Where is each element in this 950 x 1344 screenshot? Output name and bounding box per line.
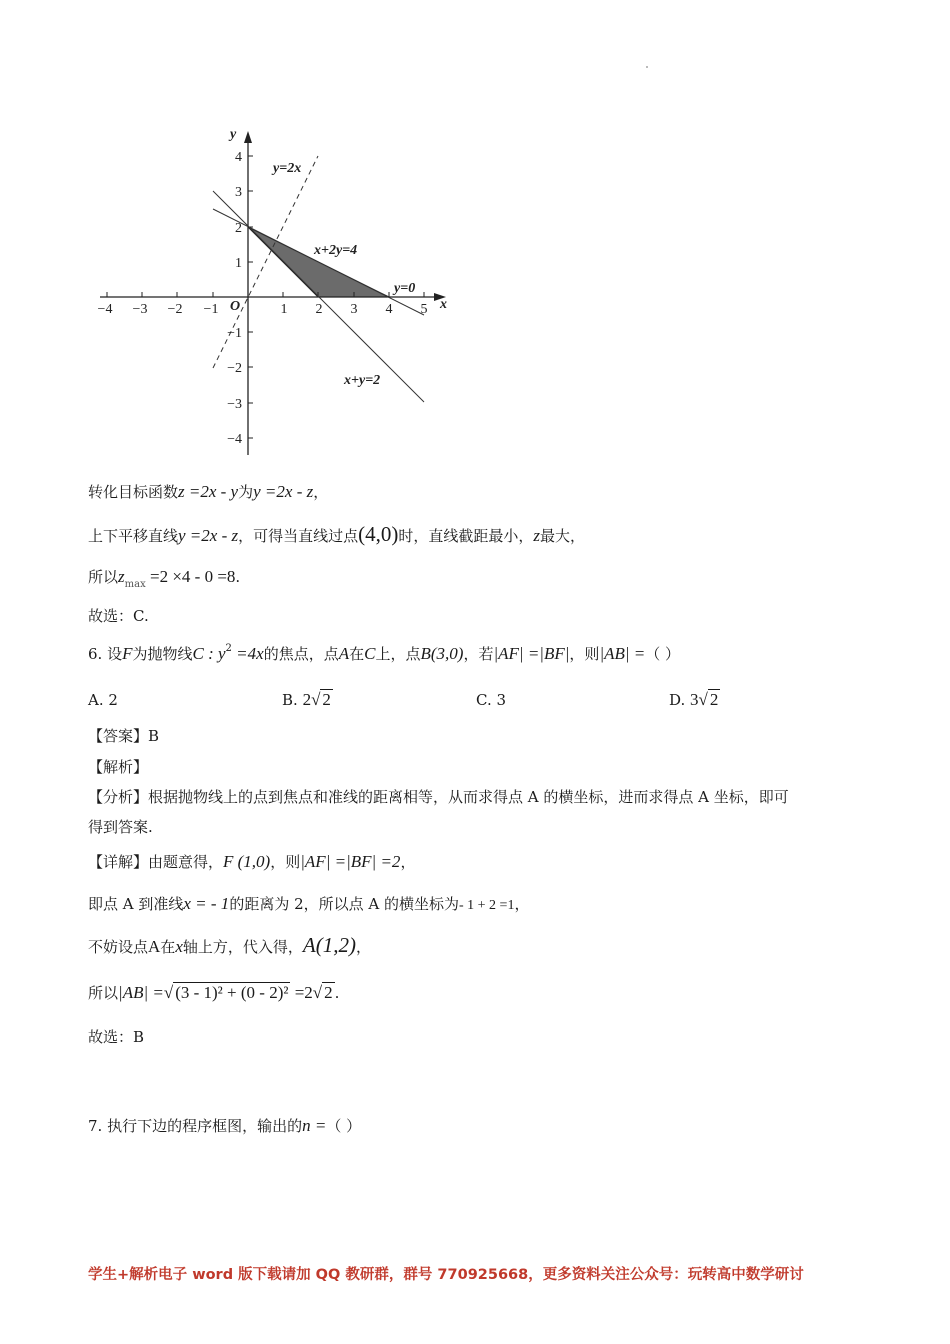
y-axis-label: y — [230, 127, 237, 142]
x-tick-label: 4 — [385, 302, 393, 317]
y-tick-label: −1 — [227, 326, 242, 341]
label-y-2x: y=2x — [273, 161, 302, 176]
y-tick-label: −2 — [227, 361, 242, 376]
text-line: 转化目标函数z =2x - y为y =2x - z， — [88, 482, 329, 501]
y-tick-label: 2 — [235, 221, 242, 236]
option-c: C. 3 — [476, 691, 507, 709]
y-tick-label: −4 — [227, 432, 242, 447]
y-tick-label: 1 — [235, 256, 242, 271]
detail-line: 不妨设点A在x轴上方，代入得，A(1,2)， — [88, 933, 371, 957]
answer-line: 【答案】B — [88, 727, 160, 745]
line-x-2y-4 — [213, 209, 424, 315]
question-7: 7. 执行下边的程序框图，输出的n =（ ） — [88, 1116, 362, 1135]
origin-label: O — [230, 299, 241, 314]
option-a: A. 2 — [88, 691, 118, 709]
y-tick-label: −3 — [227, 397, 242, 412]
label-y-0: y=0 — [394, 281, 416, 296]
question-6: 6. 设F为抛物线C : $y^2 =4x$的焦点，点A在C上，点B(3,0)，若|AF| =|BF|，则|AB| =（ ） — [88, 643, 681, 663]
label-x-2y-4: x+2y=4 — [314, 243, 358, 258]
x-tick-label: −1 — [203, 302, 219, 317]
analysis-heading: 【解析】 — [88, 758, 149, 776]
detail-line: 【详解】由题意得，F (1,0)，则|AF| =|BF| =2， — [88, 852, 416, 871]
x-axis-label: x — [440, 297, 447, 312]
x-tick-label: 3 — [350, 302, 358, 317]
detail-line: 即点 A 到准线x = - 1的距离为 2，所以点 A 的横坐标为- 1 + 2 =1， — [88, 894, 530, 913]
x-tick-label: −2 — [167, 302, 183, 317]
text-line: 故选：C. — [88, 607, 149, 625]
x-tick-label: −4 — [97, 302, 113, 317]
label-x-y-2: x+y=2 — [344, 373, 381, 388]
detail-line: 所以|AB| =√ (3 - 1)² + (0 - 2)² =2√ 2 . — [88, 983, 340, 1002]
option-b: B. 2√ 2 — [282, 690, 331, 709]
coordinate-graph — [0, 0, 950, 480]
analysis-line: 得到答案. — [88, 818, 153, 836]
y-tick-label: 4 — [235, 150, 242, 165]
text-line: 故选：B — [88, 1028, 145, 1046]
y-tick-label: 3 — [235, 185, 242, 200]
x-tick-label: −3 — [132, 302, 148, 317]
x-tick-label: 1 — [280, 302, 288, 317]
x-tick-label: 2 — [315, 302, 323, 317]
text-line: 所以$z_{max} =2 \times 4 - 0 =8$. — [88, 567, 241, 590]
text-line: 上下平移直线y =2x - z，可得当直线过点(4,0)时，直线截距最小，z最大， — [88, 522, 586, 546]
x-tick-label: 5 — [420, 302, 428, 317]
footer-banner: 学生+解析电子 word 版下载请加 QQ 教研群，群号 770925668，更多资料关注公众号：玩转高中数学研讨 — [88, 1267, 804, 1283]
y-axis-arrow — [244, 131, 252, 143]
analysis-line: 【分析】根据抛物线上的点到焦点和准线的距离相等，从而求得点 A 的横坐标，进而求得点 A 坐标，即可 — [88, 788, 789, 806]
option-d: D. 3√ 2 — [669, 690, 719, 709]
